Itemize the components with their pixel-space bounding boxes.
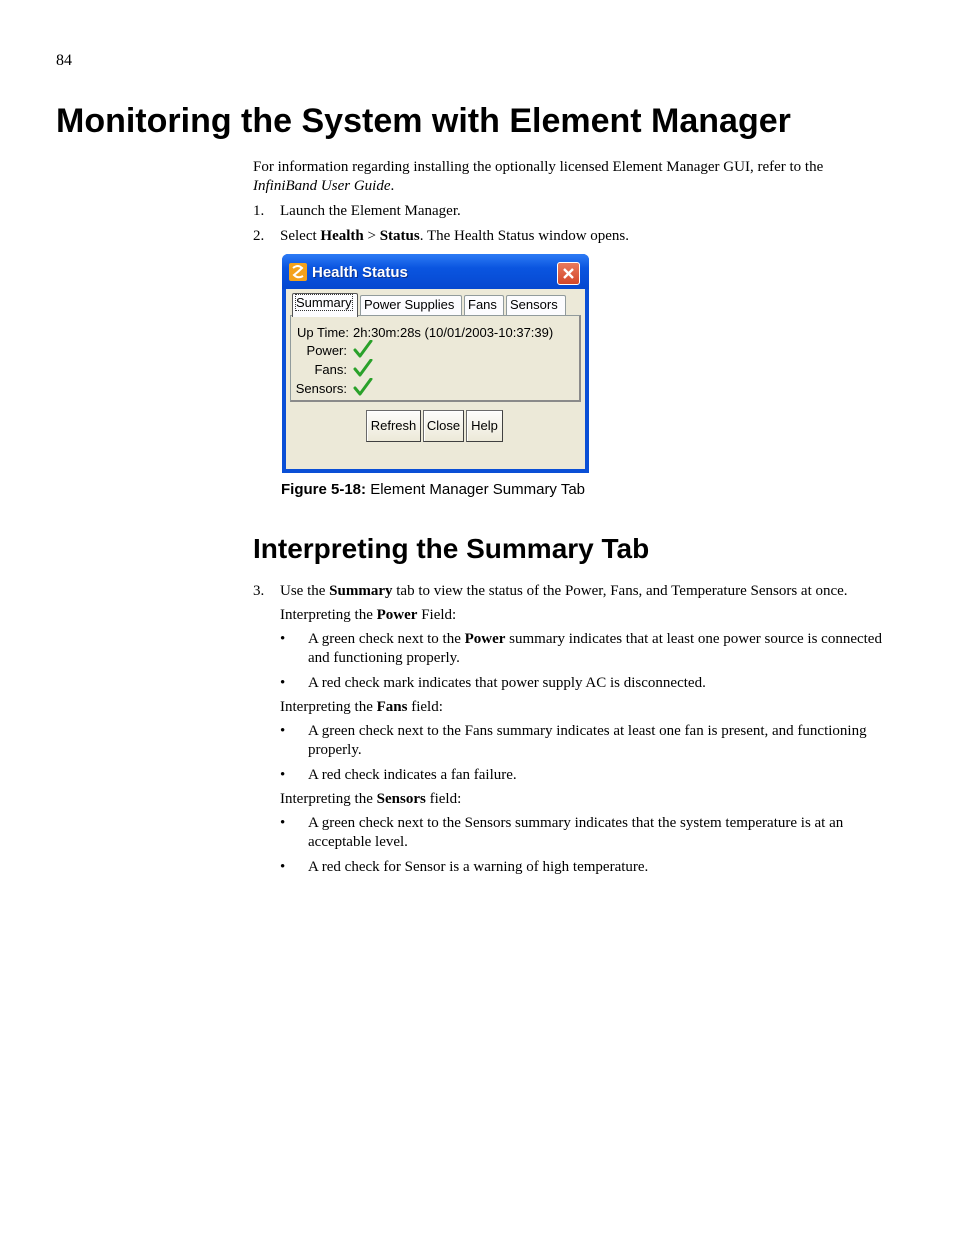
intro-paragraph: For information regarding installing the optionally licensed Element Manager GUI, refer to the InfiniBand User Guide.	[253, 159, 824, 194]
sensors-label: Sensors:	[295, 381, 347, 396]
user-guide-title: InfiniBand User Guide	[253, 178, 391, 194]
uptime-value: 2h:30m:28s (10/01/2003-10:37:39)	[353, 325, 554, 340]
check-mark-icon	[353, 378, 373, 398]
fans-label: Fans:	[314, 362, 347, 377]
window-titlebar[interactable]	[282, 254, 589, 289]
step-text: Select Health > Status. The Health Status window opens.	[280, 228, 630, 244]
step-number: 2.	[253, 228, 265, 244]
tab-power-supplies[interactable]: Power Supplies	[360, 295, 462, 315]
check-mark-icon	[353, 340, 373, 360]
figure-caption	[281, 481, 585, 498]
bullet-mark: •	[280, 631, 286, 647]
bullet-mark: •	[280, 859, 286, 875]
app-logo-icon	[289, 263, 307, 281]
uptime-label: Up Time:	[296, 325, 349, 340]
bullet-mark: •	[280, 675, 286, 691]
page-number: 84	[56, 52, 72, 69]
help-button[interactable]: Help	[466, 410, 503, 442]
bullet-mark: •	[280, 723, 286, 739]
window-close-button[interactable]	[557, 262, 580, 285]
bullet-text: A green check next to the Sensors summary indicates that the system temperature is at an acceptable level.	[308, 815, 844, 850]
section-heading: Interpreting the Summary Tab	[253, 533, 650, 564]
bullet-text: A red check for Sensor is a warning of high temperature.	[308, 859, 649, 875]
fans-field-intro: Interpreting the Fans field:	[280, 699, 443, 715]
power-label: Power:	[306, 343, 347, 358]
bullet-text: A green check next to the Fans summary indicates at least one fan is present, and functioning properly.	[308, 723, 867, 758]
close-icon	[562, 267, 575, 280]
tab-summary[interactable]: Summary	[292, 293, 358, 317]
step-number: 1.	[253, 203, 265, 219]
step-text: Launch the Element Manager.	[280, 203, 461, 219]
window-client-area	[286, 289, 585, 469]
menu-health: Health	[320, 228, 364, 244]
step-text: Use the Summary tab to view the status of the Power, Fans, and Temperature Sensors at once.	[280, 583, 848, 599]
page-title: Monitoring the System with Element Manager	[56, 102, 791, 140]
sensors-field-intro: Interpreting the Sensors field:	[280, 791, 462, 807]
step-number: 3.	[253, 583, 265, 599]
refresh-button[interactable]: Refresh	[366, 410, 421, 442]
tab-sensors[interactable]: Sensors	[506, 295, 566, 315]
window-title: Health Status	[312, 264, 408, 281]
close-button[interactable]: Close	[423, 410, 464, 442]
summary-panel	[290, 315, 581, 402]
figure-label: Figure 5-18:	[281, 481, 367, 498]
figure-text: Element Manager Summary Tab	[366, 481, 586, 498]
intro-text: For information regarding installing the optionally licensed Element Manager GUI, refer to the	[253, 159, 824, 175]
power-field-intro: Interpreting the Power Field:	[280, 607, 457, 623]
check-mark-icon	[353, 359, 373, 379]
health-status-window	[282, 254, 589, 473]
bullet-text: A red check indicates a fan failure.	[308, 767, 517, 783]
bullet-mark: •	[280, 767, 286, 783]
bullet-text: A green check next to the Power summary indicates that at least one power source is connected and functioning properly.	[308, 631, 882, 666]
tab-strip	[292, 293, 582, 315]
menu-status: Status	[379, 228, 420, 244]
bullet-mark: •	[280, 815, 286, 831]
bullet-text: A red check mark indicates that power supply AC is disconnected.	[308, 675, 706, 691]
tab-fans[interactable]: Fans	[464, 295, 504, 315]
